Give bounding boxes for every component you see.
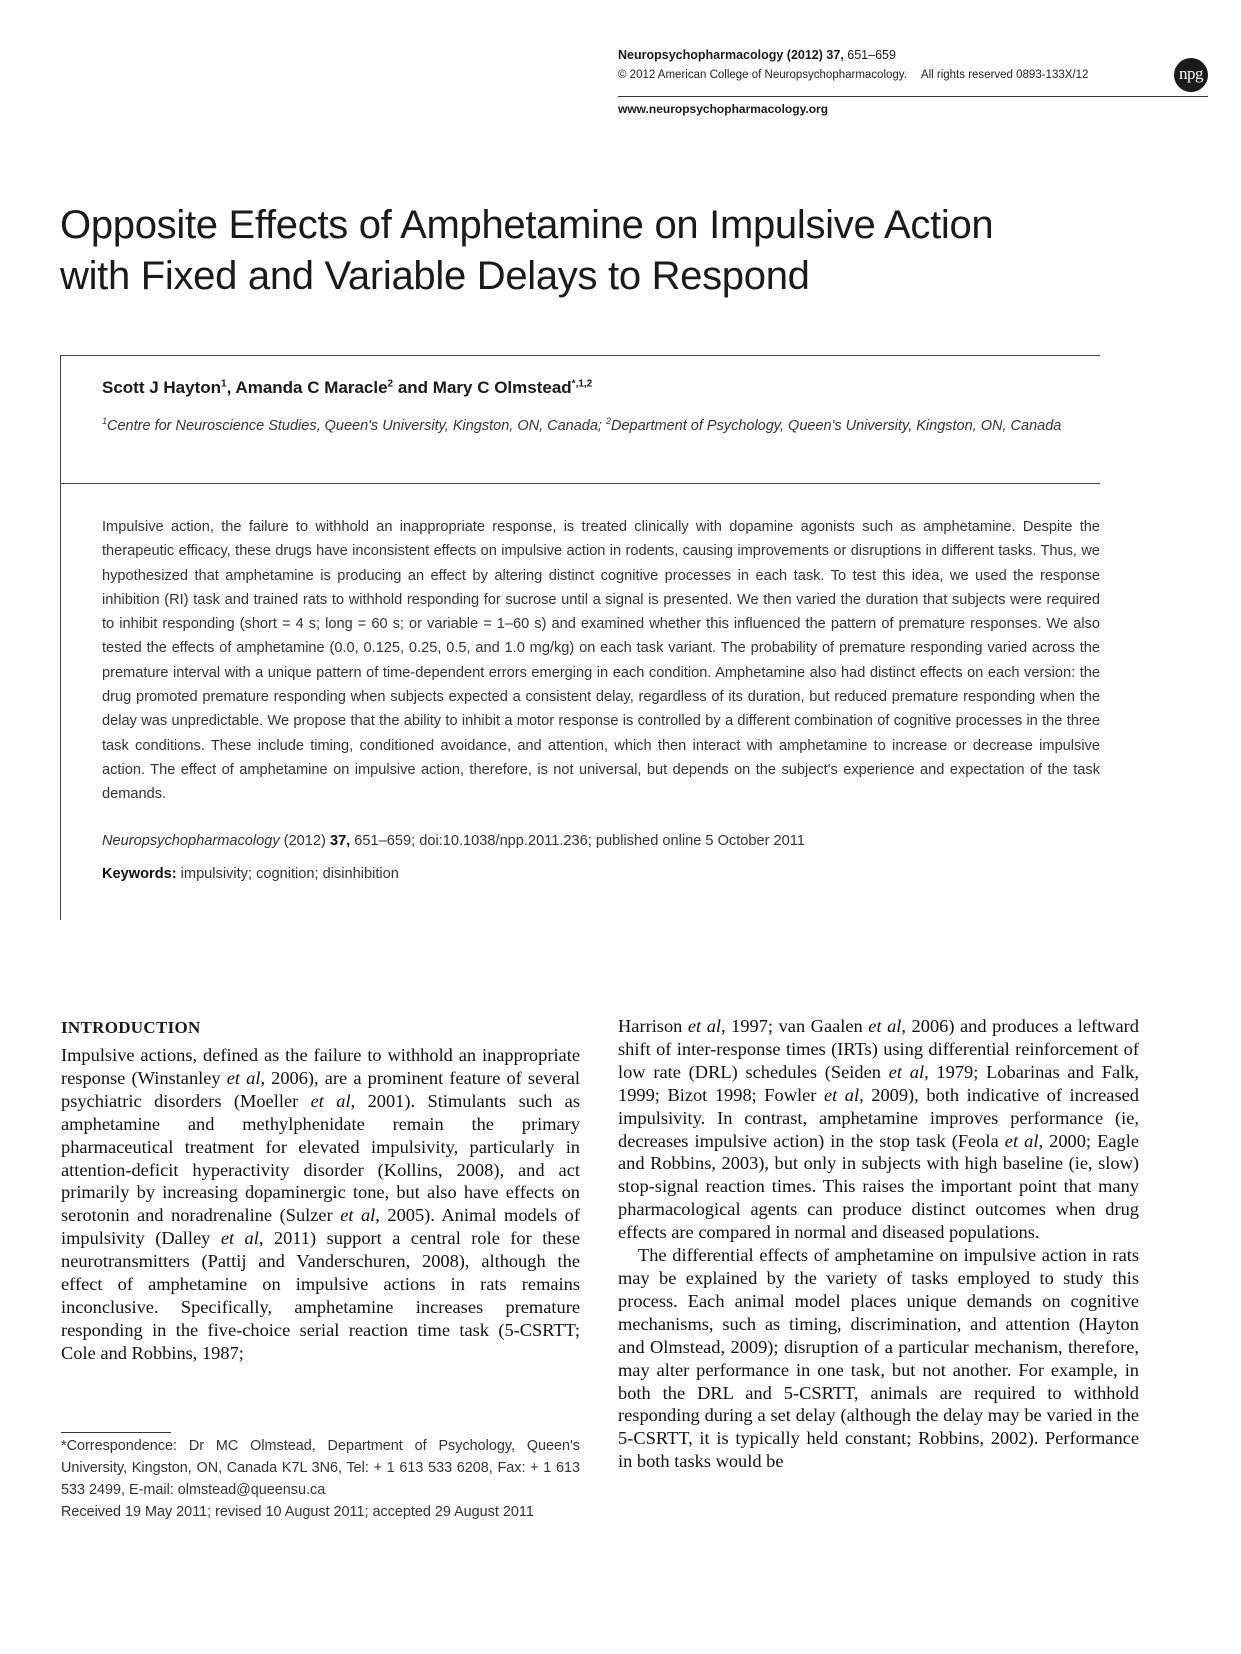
affiliation-text: Department of Psychology, Queen's University, Kingston, ON, Canada	[611, 417, 1062, 434]
journal-pages: 651–659	[847, 48, 896, 62]
author-affiliation-marker: *,1,2	[571, 378, 593, 390]
body-column-left: Impulsive actions, defined as the failure to withhold an inappropriate response (Winstanley et al, 2006), are a prominent feature of several psychiatric disorders (Moeller et al, 2001). Stimulants such as amphetamine and methylphenidate remain the primary pharmaceutical treatment for elevated impulsivity, particularly in attention-deficit hyperactivity disorder (Kollins, 2008), and act primarily by increasing dopaminergic tone, but also have effects on serotonin and noradrenaline (Sulzer et al, 2005). Animal models of impulsivity (Dalley et al, 2011) support a central role for these neurotransmitters (Pattij and Vanderschuren, 2008), although the effect of amphetamine on impulsive actions in rats remains inconclusive. Specifically, amphetamine increases premature responding in the five-choice serial reaction time task (5-CSRTT; Cole and Robbins, 1987;	[61, 1045, 580, 1363]
affiliation-marker: 1	[102, 416, 108, 426]
keywords-text: impulsivity; cognition; disinhibition	[176, 866, 399, 882]
body-paragraph: Harrison et al, 1997; van Gaalen et al, 2006) and produces a leftward shift of inter-response times (IRTs) using differential reinforcement of low rate (DRL) schedules (Seiden et al, 1979; Lobarinas and Falk, 1999; Bizot 1998; Fowler et al, 2009), both indicative of increased impulsivity. In contrast, amphetamine improves performance (ie, decreases impulsive action) in the stop task (Feola et al, 2000; Eagle and Robbins, 2003), but only in subjects with high baseline (ie, slow) stop-signal reaction times. This raises the important point that many pharmacological agents can produce distinct outcomes when drug effects are compared in normal and diseased populations.	[618, 1016, 1140, 1243]
article-title	[60, 200, 1060, 302]
author-list	[102, 378, 592, 398]
citation-year: (2012)	[279, 833, 330, 849]
article-citation	[102, 833, 805, 849]
body-paragraph: The differential effects of amphetamine on impulsive action in rats may be explained by the variety of tasks employed to study this process. Each animal model places unique demands on cognitive mechanisms, such as timing, discrimination, and attention (Hayton and Olmstead, 2009); disruption of a particular mechanism, therefore, may alter performance in one task, but not another. For example, in both the DRL and 5-CSRTT, animals are required to withhold responding during a set delay (although the delay may be varied in the 5-CSRTT, it is typically held constant; Robbins, 2002). Performance in both tasks would be	[618, 1245, 1139, 1472]
header-divider	[618, 96, 1208, 97]
citation-details: 651–659; doi:10.1038/npp.2011.236; published online 5 October 2011	[350, 833, 805, 849]
received-dates: Received 19 May 2011; revised 10 August 2011; accepted 29 August 2011	[61, 1504, 534, 1520]
author-affiliation-marker: 2	[387, 378, 394, 390]
section-heading-introduction: INTRODUCTION	[61, 1018, 201, 1037]
author-separator: ,	[226, 378, 236, 397]
author-affiliation-marker: 1	[221, 378, 227, 390]
authors-bottom-divider	[60, 483, 1100, 484]
footnote-divider	[61, 1432, 171, 1433]
copyright-line	[618, 69, 1088, 81]
authors-top-divider	[60, 355, 1100, 356]
npg-logo: npg	[1174, 58, 1208, 92]
author-name: Mary C Olmstead	[432, 378, 572, 397]
correspondence-note: *Correspondence: Dr MC Olmstead, Department of Psychology, Queen's University, Kingston, ON, Canada K7L 3N6, Tel: + 1 613 533 6208, Fax: + 1 613 533 2499, E-mail: olmstead@queensu.ca	[61, 1438, 580, 1498]
rights-text: All rights reserved 0893-133X/12	[920, 69, 1089, 81]
affiliation-text: Centre for Neuroscience Studies, Queen's University, Kingston, ON, Canada;	[107, 417, 606, 434]
keywords	[102, 866, 399, 882]
citation-volume: 37,	[329, 833, 351, 849]
journal-volume: 37,	[826, 48, 844, 62]
body-column-right	[618, 1015, 1139, 1473]
author-name: Scott J Hayton	[102, 378, 222, 397]
title-line-1: Opposite Effects of Amphetamine on Impulsive Action	[60, 203, 994, 247]
copyright-text: © 2012 American College of Neuropsychopharmacology.	[618, 69, 907, 81]
journal-name: Neuropsychopharmacology (2012)	[618, 48, 823, 62]
abstract-left-rule	[60, 355, 61, 920]
title-line-2: with Fixed and Variable Delays to Respond	[60, 254, 810, 298]
author-separator: and	[393, 378, 433, 397]
footnote	[61, 1435, 580, 1523]
journal-website-link[interactable]: www.neuropsychopharmacology.org	[618, 102, 829, 116]
author-name: Amanda C Maracle	[235, 378, 388, 397]
journal-citation-header	[618, 48, 896, 62]
abstract: Impulsive action, the failure to withhold an inappropriate response, is treated clinically with dopamine agonists such as amphetamine. Despite the therapeutic efficacy, these drugs have inconsistent effects on impulsive action in rodents, causing improvements or disruptions in different tasks. Thus, we hypothesized that amphetamine is producing an effect by altering distinct cognitive processes in each task. To test this idea, we used the response inhibition (RI) task and trained rats to withhold responding for sucrose until a signal is presented. We then varied the duration that subjects were required to inhibit responding (short = 4 s; long = 60 s; or variable = 1–60 s) and examined whether this influenced the pattern of premature responses. We also tested the effects of amphetamine (0.0, 0.125, 0.25, 0.5, and 1.0 mg/kg) on each task variant. The probability of premature responding varied across the premature interval with a unique pattern of time-dependent errors emerging in each condition. Amphetamine also had distinct effects on each version: the drug promoted premature responding when subjects expected a consistent delay, regardless of its duration, but reduced premature responding when the delay was unpredictable. We propose that the ability to inhibit a motor response is controlled by a different combination of cognitive processes in the three task conditions. These include timing, conditioned avoidance, and attention, which then interact with amphetamine to increase or decrease impulsive action. The effect of amphetamine on impulsive action, therefore, is not universal, but depends on the subject's experience and expectation of the task demands.	[102, 519, 1100, 803]
affiliation-marker: 2	[605, 416, 611, 426]
citation-journal: Neuropsychopharmacology	[102, 833, 280, 849]
keywords-label: Keywords:	[102, 866, 177, 882]
affiliations	[102, 409, 1082, 438]
